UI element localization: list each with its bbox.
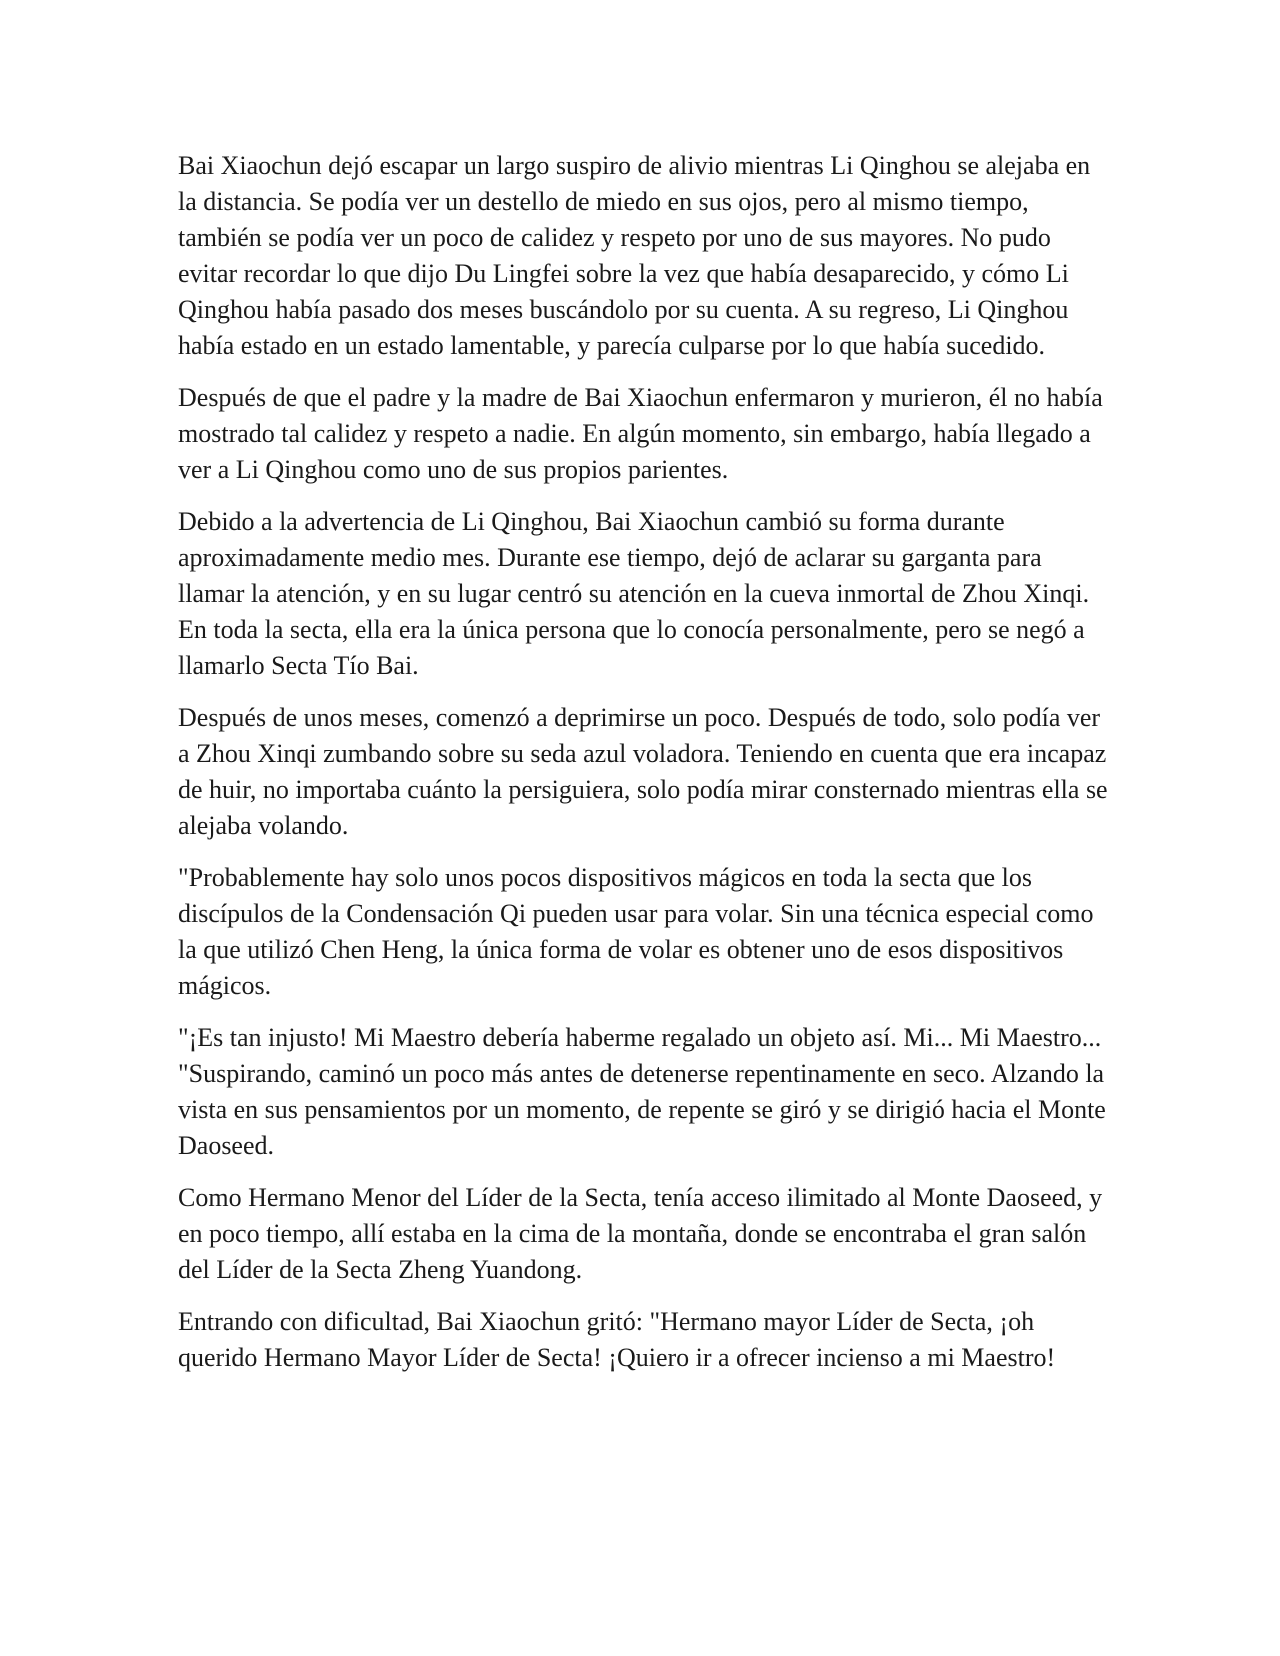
document-body	[178, 148, 1108, 1392]
paragraph-5: "Probablemente hay solo unos pocos dispositivos mágicos en toda la secta que los discípulos de la Condensación Qi pueden usar para volar. Sin una técnica especial como la que utilizó Chen Heng, la única forma de volar es obtener uno de esos dispositivos mágicos.	[178, 863, 1094, 1000]
paragraph-2: Después de que el padre y la madre de Bai Xiaochun enfermaron y murieron, él no había mostrado tal calidez y respeto a nadie. En algún momento, sin embargo, había llegado a ver a Li Qinghou como uno de sus propios parientes.	[178, 383, 1103, 484]
paragraph-3: Debido a la advertencia de Li Qinghou, Bai Xiaochun cambió su forma durante aproximadamente medio mes. Durante ese tiempo, dejó de aclarar su garganta para llamar la atención, y en su lugar centró su atención en la cueva inmortal de Zhou Xinqi. En toda la secta, ella era la única persona que lo conocía personalmente, pero se negó a llamarlo Secta Tío Bai.	[178, 507, 1090, 680]
paragraph-6: "¡Es tan injusto! Mi Maestro debería haberme regalado un objeto así. Mi... Mi Maestro... "Suspirando, caminó un poco más antes de detenerse repentinamente en seco. Alzando la vista en sus pensamientos por un momento, de repente se giró y se dirigió hacia el Monte Daoseed.	[178, 1023, 1106, 1160]
paragraph-8: Entrando con dificultad, Bai Xiaochun gritó: "Hermano mayor Líder de Secta, ¡oh querido Hermano Mayor Líder de Secta! ¡Quiero ir a ofrecer incienso a mi Maestro!	[178, 1307, 1056, 1372]
paragraph-7: Como Hermano Menor del Líder de la Secta, tenía acceso ilimitado al Monte Daoseed, y en poco tiempo, allí estaba en la cima de la montaña, donde se encontraba el gran salón del Líder de la Secta Zheng Yuandong.	[178, 1183, 1103, 1284]
paragraph-4: Después de unos meses, comenzó a deprimirse un poco. Después de todo, solo podía ver a Zhou Xinqi zumbando sobre su seda azul voladora. Teniendo en cuenta que era incapaz de huir, no importaba cuánto la persiguiera, solo podía mirar consternado mientras ella se alejaba volando.	[178, 703, 1108, 840]
paragraph-1: Bai Xiaochun dejó escapar un largo suspiro de alivio mientras Li Qinghou se alejaba en la distancia. Se podía ver un destello de miedo en sus ojos, pero al mismo tiempo, también se podía ver un poco de calidez y respeto por uno de sus mayores. No pudo evitar recordar lo que dijo Du Lingfei sobre la vez que había desaparecido, y cómo Li Qinghou había pasado dos meses buscándolo por su cuenta. A su regreso, Li Qinghou había estado en un estado lamentable, y parecía culparse por lo que había sucedido.	[178, 151, 1091, 360]
